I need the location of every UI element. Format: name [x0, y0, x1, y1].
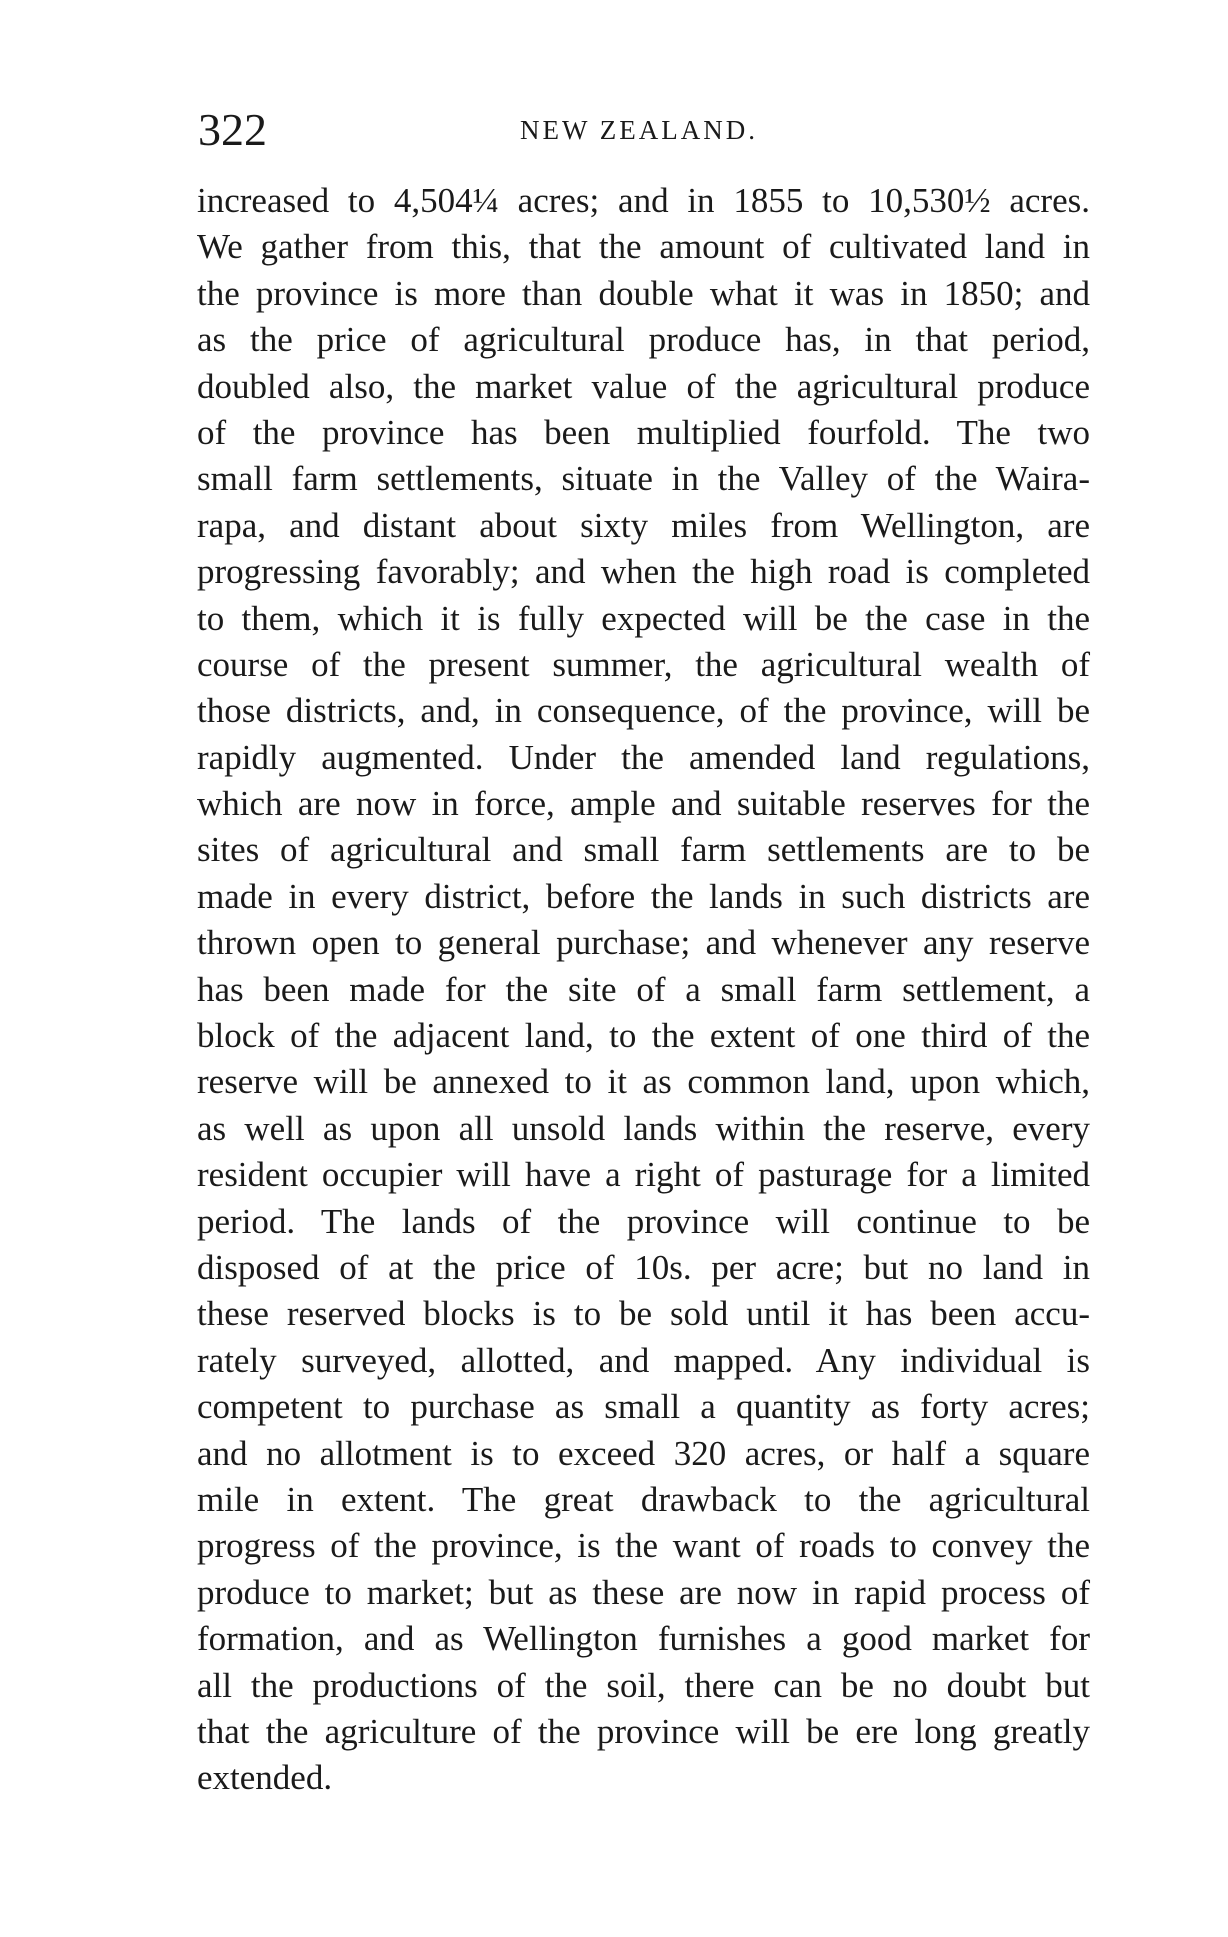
- text-line: rapidly augmented. Under the amended land regulations,: [197, 737, 1090, 777]
- text-line: reserve will be annexed to it as common land, upon which,: [197, 1062, 1090, 1102]
- text-line: progress of the province, is the want of roads to convey the: [197, 1526, 1090, 1566]
- text-line: rapa, and distant about sixty miles from Wellington, are: [197, 505, 1090, 545]
- text-line: as well as upon all unsold lands within the reserve, every: [197, 1108, 1090, 1148]
- text-line: rately surveyed, allotted, and mapped. Any individual is: [197, 1340, 1090, 1380]
- text-line: formation, and as Wellington furnishes a good market for: [197, 1619, 1090, 1659]
- text-line: increased to 4,504¼ acres; and in 1855 to 10,530½ acres.: [197, 181, 1090, 220]
- text-line: of the province has been multiplied fourfold. The two: [197, 412, 1090, 452]
- text-line: sites of agricultural and small farm settlements are to be: [197, 830, 1090, 870]
- text-line: and no allotment is to exceed 320 acres, or half a square: [197, 1433, 1090, 1473]
- text-line: all the productions of the soil, there can be no doubt but: [197, 1665, 1090, 1705]
- body-paragraph: [197, 178, 1090, 1802]
- text-line: doubled also, the market value of the agricultural produce: [197, 366, 1090, 406]
- text-line: disposed of at the price of 10s. per acre; but no land in: [197, 1247, 1090, 1287]
- page-header: [198, 100, 1098, 160]
- text-line: those districts, and, in consequence, of the province, will be: [197, 691, 1090, 731]
- text-line: the province is more than double what it was in 1850; and: [197, 273, 1090, 313]
- text-line: made in every district, before the lands in such districts are: [197, 876, 1090, 916]
- text-line: period. The lands of the province will continue to be: [197, 1201, 1090, 1241]
- text-line: which are now in force, ample and suitable reserves for the: [197, 784, 1090, 824]
- text-line: resident occupier will have a right of pasturage for a limited: [197, 1155, 1090, 1195]
- text-line: We gather from this, that the amount of cultivated land in: [197, 227, 1090, 267]
- text-line: produce to market; but as these are now in rapid process of: [197, 1572, 1090, 1612]
- text-line: small farm settlements, situate in the Valley of the Waira-: [197, 459, 1090, 499]
- text-line: block of the adjacent land, to the extent of one third of the: [197, 1016, 1090, 1056]
- running-head: NEW ZEALAND.: [520, 115, 758, 145]
- text-line: extended.: [197, 1758, 333, 1798]
- text-line: to them, which it is fully expected will be the case in the: [197, 598, 1090, 638]
- text-line: mile in extent. The great drawback to the agricultural: [197, 1479, 1090, 1519]
- text-line: course of the present summer, the agricultural wealth of: [197, 644, 1090, 684]
- text-line: progressing favorably; and when the high road is completed: [197, 552, 1090, 592]
- text-line: has been made for the site of a small farm settlement, a: [197, 969, 1090, 1009]
- page-number: 322: [198, 104, 267, 155]
- text-line: thrown open to general purchase; and whenever any reserve: [197, 923, 1090, 963]
- text-line: as the price of agricultural produce has, in that period,: [197, 320, 1090, 360]
- text-line: competent to purchase as small a quantity as forty acres;: [197, 1387, 1090, 1427]
- text-line: that the agriculture of the province will be ere long greatly: [197, 1711, 1090, 1751]
- text-line: these reserved blocks is to be sold until it has been accu-: [197, 1294, 1090, 1334]
